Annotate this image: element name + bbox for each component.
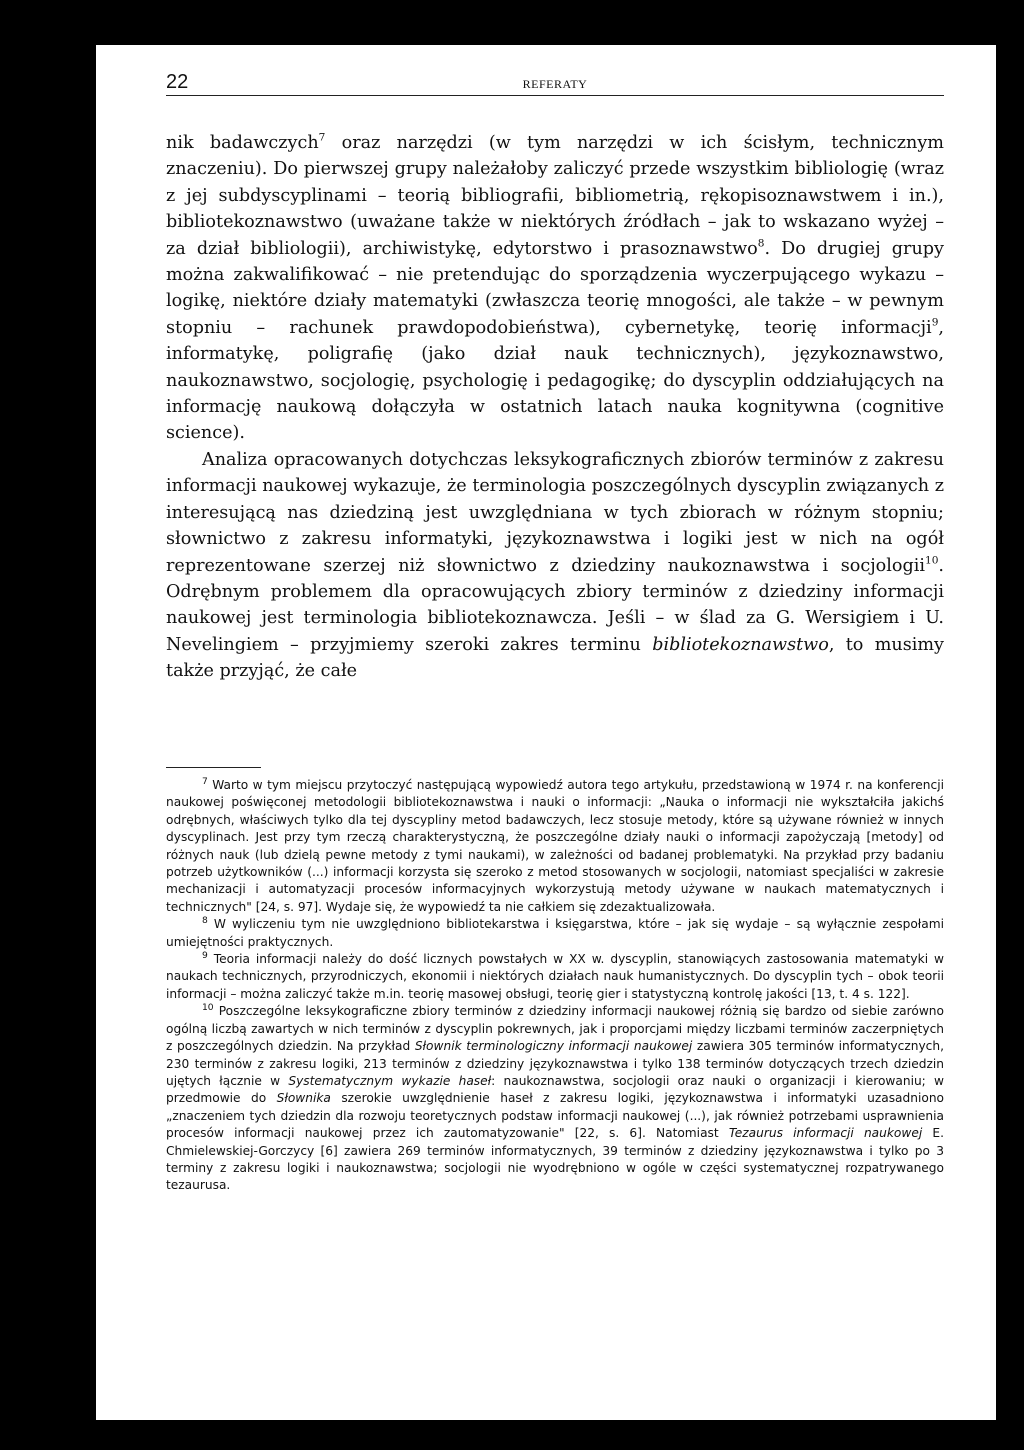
italic-title: Tezaurus informacji naukowej xyxy=(728,1126,923,1141)
paragraph-1: nik badawczych$^7$ oraz narzędzi (w tym narzędzi w ich ścisłym, technicznym znaczeniu). Do pierwszej grupy należałoby zaliczyć przede wszystkim bibliologię (wraz z jej subdyscyplinami – teorią bibliografii, bibliometrią, rękopisoznawstwem i in.), bibliotekoznawstwo (uważane także w niektórych źródłach – jak to wskazano wyżej – za dział bibliologii), archiwistykę, edytorstwo i prasoznawstwo$^8$. Do drugiej grupy można zakwalifikować – nie pretendując do sporządzenia wyczerpującego wykazu – logikę, niektóre działy matematyki (zwłaszcza teorię mnogości, ale także – w pewnym stopniu – rachunek prawdopodobieństwa), cybernetykę, teorię informacji$^9$, informatykę, poligrafię (jako dział nauk technicznych), językoznawstwo, naukoznawstwo, socjologię, psychologię i pedagogikę; do dyscyplin oddziałujących na informację naukową dołączyła w ostatnich latach nauka kognitywna (cognitive science). xyxy=(166,131,944,444)
footnote-number: 9 xyxy=(202,951,208,962)
footnote-10: $^{10}$ Poszczególne leksykograficzne zbiory terminów z dziedziny informacji naukowej różnią się bardzo od siebie zarówno ogólną liczbą zawartych w nich terminów z dyscyplin pokrewnych, jak i proporcjami między liczbami terminów zaczerpniętych z poszczególnych dziedzin. Na przykład Słownik terminologiczny informacji naukowej zawiera 305 terminów informatycznych, 230 terminów z zakresu logiki, 213 terminów z dziedziny językoznawstwa i tylko 138 terminów dotyczących trzech dziedzin ujętych łącznie w Systematycznym wykazie haseł: naukoznawstwa, socjologii oraz nauki o organizacji i kierowaniu; w przedmowie do Słownika szerokie uwzględnienie haseł z zakresu logiki, językoznawstwa i informatyki uzasadniono „znaczeniem tych dziedzin dla rozwoju teoretycznych podstaw informacji naukowej (...), jak również potrzebami usprawnienia procesów informacji naukowej przez ich zautomatyzowanie" [22, s. 6]. Natomiast Tezaurus informacji naukowej E. Chmielewskiej-Gorczycy [6] zawiera 269 terminów informatycznych, 39 terminów z dziedziny językoznawstwa i tylko po 3 terminy z zakresu logiki i naukoznawstwa; socjologii nie wyodrębniono w ogóle w części systematycznej rozpatrywanego tezaurusa. xyxy=(166,1003,945,1193)
italic-term: bibliotekoznawstwo xyxy=(652,634,829,655)
page-header xyxy=(166,71,944,96)
italic-title: Systematycznym wykazie haseł xyxy=(288,1073,492,1088)
footnote-number: 7 xyxy=(202,776,208,787)
italic-title: Słownik terminologiczny informacji naukowej xyxy=(414,1039,693,1054)
footnote-ref-10: 10 xyxy=(924,554,939,567)
footnotes xyxy=(166,777,944,1195)
footnote-9: $^9$ Teoria informacji należy do dość licznych powstałych w XX w. dyscyplin, stanowiących zastosowania matematyki w naukach technicznych, przyrodniczych, ekonomii i niektórych działach nauk humanistycznych. Do dyscyplin tych – obok teorii informacji – można zaliczyć także m.in. teorię masowej obsługi, teorię gier i statystyczną kontrolę jakości [13, t. 4 s. 122]. xyxy=(166,951,944,1001)
page-number: 22 xyxy=(166,71,189,93)
footnote-ref-8: 8 xyxy=(757,237,765,250)
footnote-number: 8 xyxy=(202,916,208,927)
footnote-number: 10 xyxy=(202,1003,214,1014)
footnote-ref-7: 7 xyxy=(318,131,326,144)
italic-title: Słownika xyxy=(276,1091,331,1106)
running-head: REFERATY xyxy=(522,77,588,91)
footnote-divider xyxy=(166,767,261,768)
paragraph-2: Analiza opracowanych dotychczas leksykograficznych zbiorów terminów z zakresu informacji naukowej wykazuje, że terminologia poszczególnych dyscyplin związanych z interesującą nas dziedziną jest uwzględniana w tych zbiorach w różnym stopniu; słownictwo z zakresu informatyki, językoznawstwa i logiki jest w nich na ogół reprezentowane szerzej niż słownictwo z dziedziny naukoznawstwa i socjologii$^{10}$. Odrębnym problemem dla opracowujących zbiory terminów z dziedziny informacji naukowej jest terminologia bibliotekoznawcza. Jeśli – w ślad za G. Wersigiem i U. Nevelingiem – przyjmiemy szeroki zakres terminu bibliotekoznawstwo, to musimy także przyjąć, że całe xyxy=(166,449,944,682)
main-text xyxy=(166,130,944,685)
footnote-ref-9: 9 xyxy=(931,316,939,329)
document-page xyxy=(96,45,996,1420)
footnote-7: $^7$ Warto w tym miejscu przytoczyć następującą wypowiedź autora tego artykułu, przedstawioną w 1974 r. na konferencji naukowej poświęconej metodologii bibliotekoznawstwa i nauki o informacji: „Nauka o informacji nie wykształciła jakichś odrębnych, właściwych tylko dla tej dyscypliny metod badawczych, lecz stosuje metody, które są używane również w innych dyscyplinach. Jest przy tym rzeczą charakterystyczną, że poszczególne działy nauki o informacji zapożyczają [metody] od różnych nauk (lub dzielą pewne metody z tymi naukami), w zależności od badanej problematyki. Na przykład przy badaniu potrzeb użytkowników (...) informacji korzysta się szeroko z metod stosowanych w socjologii, natomiast specjaliści w zakresie mechanizacji i automatyzacji procesów informacyjnych wykorzystują metody używane w naukach matematycznych i technicznych" [24, s. 97]. Wydaje się, że wypowiedź ta nie całkiem się zdezaktualizowała. xyxy=(166,776,944,914)
footnote-8: $^8$ W wyliczeniu tym nie uwzględniono bibliotekarstwa i księgarstwa, które – jak się wydaje – są wyłącznie zespołami umiejętności praktycznych. xyxy=(166,916,944,949)
